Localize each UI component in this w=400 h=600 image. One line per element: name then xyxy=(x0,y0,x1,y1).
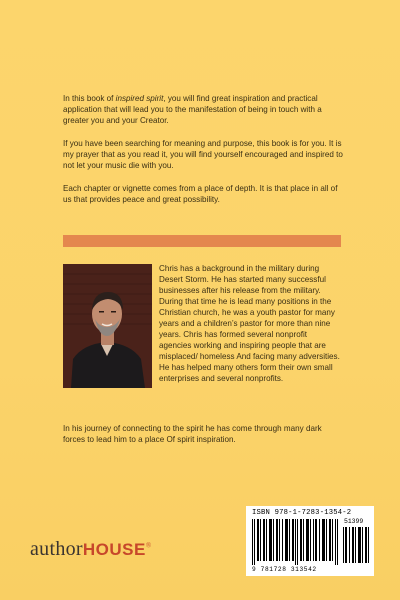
author-journey: In his journey of connecting to the spirit he has come through many dark forces to lead him to a place Of spirit inspiration. xyxy=(63,424,322,444)
blurb-paragraph-3: Each chapter or vignette comes from a place of depth. It is that place in all of us that provides peace and great possibility. xyxy=(63,184,338,204)
publisher-logo: authorHOUSE® xyxy=(30,538,152,560)
author-photo xyxy=(63,264,152,388)
blurb-paragraph-1: In this book of inspired spirit, you will find great inspiration and practical application that will lead you to the manifestation of being in touch with a greater you and your Creator. xyxy=(63,94,322,125)
author-portrait-icon xyxy=(63,264,152,388)
barcode-number: 9 781728 313542 xyxy=(252,566,317,573)
isbn-barcode xyxy=(246,506,374,576)
price-addon-label: 51399 xyxy=(344,518,364,525)
blurb-paragraph-2: If you have been searching for meaning and purpose, this book is for you. It is my prayer that as you read it, you will find yourself encouraged and inspired to not let your music die with you. xyxy=(63,139,343,170)
author-bio: Chris has a background in the military during Desert Storm. He has started many successful businesses after his release from the military. During that time he is lead many positions in the Christian church, he was a youth pastor for many years and a children’s pastor for more than nine years. Chris has formed several nonprofit agencies working and inspiring people that are misplaced/ homeless And facing many adversities. He has helped many others form their own small enterprises and several nonprofits. xyxy=(159,264,340,383)
addon-barcode-icon xyxy=(343,527,369,563)
book-title-emphasis: inspired spirit xyxy=(115,94,164,103)
book-blurb xyxy=(63,93,343,217)
isbn-label: ISBN 978-1-7283-1354-2 xyxy=(252,509,352,517)
barcode-icon xyxy=(252,519,340,565)
divider-bar xyxy=(63,235,341,247)
